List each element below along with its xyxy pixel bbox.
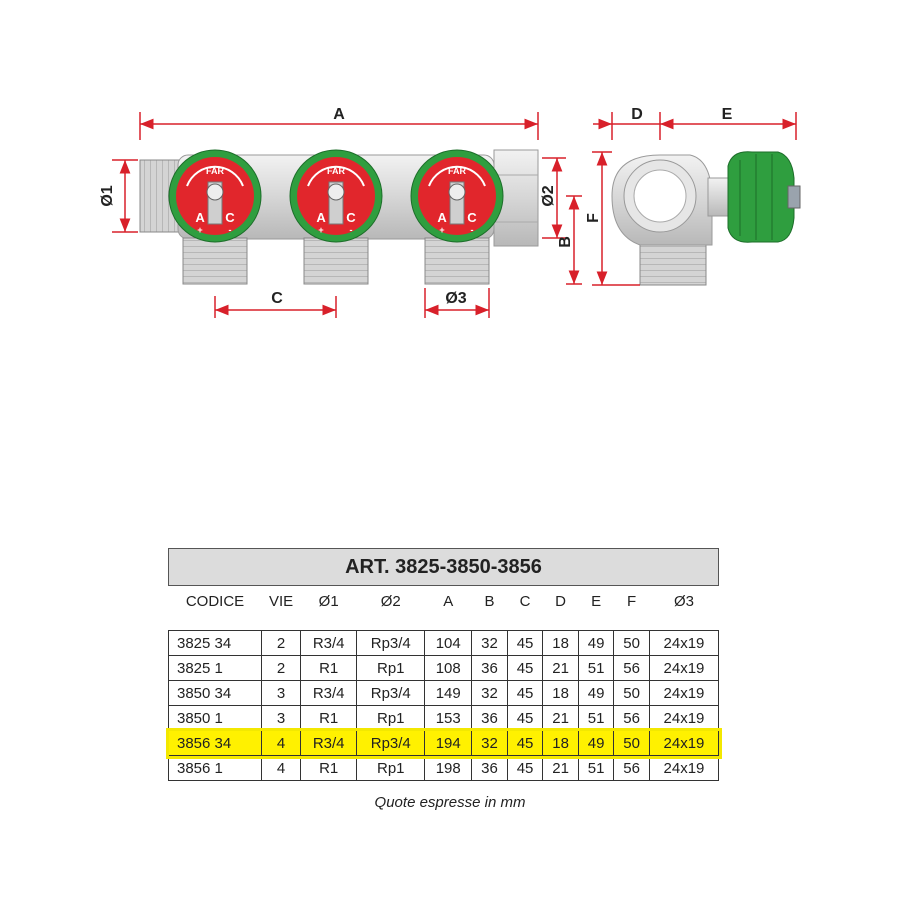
- table-row: [169, 681, 719, 706]
- knob-brand: FAR: [327, 166, 345, 176]
- table-cell: 32: [472, 731, 508, 756]
- table-cell: 45: [507, 681, 543, 706]
- knob-minus: -: [470, 225, 474, 235]
- table-cell: Rp3/4: [357, 681, 425, 706]
- table-cell: 21: [543, 756, 579, 781]
- table-cell: 24x19: [649, 656, 718, 681]
- table-cell: 50: [614, 681, 650, 706]
- table-cell: 51: [578, 656, 614, 681]
- column-header: VIE: [268, 592, 294, 610]
- table-cell: 45: [507, 656, 543, 681]
- knob-plus: +: [318, 225, 324, 235]
- column-header: E: [591, 592, 602, 610]
- table-cell: 108: [425, 656, 472, 681]
- table-cell: 49: [578, 631, 614, 656]
- knob-brand: FAR: [206, 166, 224, 176]
- table-cell: 45: [507, 731, 543, 756]
- dimension-d1: [99, 160, 138, 232]
- table-cell: 3856 34: [169, 731, 262, 756]
- table-cell: 21: [543, 706, 579, 731]
- column-header: B: [484, 592, 495, 610]
- label-a: A: [333, 106, 345, 123]
- table-cell: 24x19: [649, 681, 718, 706]
- knob-brand: FAR: [448, 166, 466, 176]
- table-cell: 3856 1: [169, 756, 262, 781]
- table-cell: Rp1: [357, 706, 425, 731]
- table-title: ART. 3825-3850-3856: [169, 549, 719, 586]
- table-cell: R1: [301, 656, 357, 681]
- dimension-b: [557, 196, 582, 284]
- table-cell: 49: [578, 731, 614, 756]
- table-row: [169, 706, 719, 731]
- table-cell: 36: [472, 706, 508, 731]
- column-header: A: [443, 592, 454, 610]
- table-cell: 45: [507, 706, 543, 731]
- table-cell: Rp3/4: [357, 731, 425, 756]
- column-header: Ø3: [673, 592, 694, 610]
- table-cell: 36: [472, 656, 508, 681]
- table-cell: 104: [425, 631, 472, 656]
- table-row: [169, 656, 719, 681]
- table-cell: 3850 34: [169, 681, 262, 706]
- table-cell: 24x19: [649, 631, 718, 656]
- table-cell: 3825 34: [169, 631, 262, 656]
- table-cell: 4: [262, 731, 301, 756]
- table-cell: 198: [425, 756, 472, 781]
- table-cell: 36: [472, 756, 508, 781]
- table-cell: 32: [472, 631, 508, 656]
- table-header-row: [169, 586, 719, 617]
- table-cell: R1: [301, 756, 357, 781]
- column-header: Ø2: [380, 592, 401, 610]
- manifold-side-view: [612, 152, 800, 285]
- table-cell: 50: [614, 731, 650, 756]
- table-cell: 18: [543, 681, 579, 706]
- table-cell: R3/4: [301, 731, 357, 756]
- table-row: [169, 631, 719, 656]
- dimension-e: [660, 106, 796, 140]
- table-cell: 18: [543, 731, 579, 756]
- label-d2: Ø2: [540, 185, 557, 207]
- dimension-d2: [540, 158, 566, 238]
- dimension-c: [215, 290, 336, 318]
- label-b: B: [557, 236, 574, 248]
- knob-letter-a: A: [316, 210, 326, 225]
- knob-minus: -: [228, 225, 232, 235]
- table-cell: 32: [472, 681, 508, 706]
- valve-knob: [411, 150, 503, 242]
- dimension-a: [140, 106, 538, 140]
- label-f: F: [585, 213, 602, 223]
- table-cell: 3: [262, 681, 301, 706]
- table-cell: 2: [262, 631, 301, 656]
- knob-letter-a: A: [437, 210, 447, 225]
- table-cell: Rp1: [357, 756, 425, 781]
- table-cell: R1: [301, 706, 357, 731]
- table-row: [169, 756, 719, 781]
- table-cell: R3/4: [301, 681, 357, 706]
- table-cell: 49: [578, 681, 614, 706]
- table-cell: 24x19: [649, 731, 718, 756]
- table-cell: 18: [543, 631, 579, 656]
- table-row: [169, 731, 719, 756]
- table-cell: R3/4: [301, 631, 357, 656]
- table-cell: 45: [507, 631, 543, 656]
- label-d: D: [631, 106, 643, 123]
- knob-plus: +: [197, 225, 203, 235]
- table-cell: 2: [262, 656, 301, 681]
- knob-plus: +: [439, 225, 445, 235]
- column-header: F: [627, 592, 637, 610]
- table-cell: 4: [262, 756, 301, 781]
- table-cell: 51: [578, 756, 614, 781]
- label-d3: Ø3: [445, 290, 467, 307]
- table-cell: Rp1: [357, 656, 425, 681]
- table-cell: 21: [543, 656, 579, 681]
- label-e: E: [721, 106, 733, 123]
- knob-letter-c: C: [225, 210, 235, 225]
- column-header: CODICE: [185, 592, 245, 610]
- table-cell: Rp3/4: [357, 631, 425, 656]
- label-d1: Ø1: [99, 185, 116, 207]
- dimension-d: [593, 106, 660, 140]
- table-cell: 153: [425, 706, 472, 731]
- column-header: Ø1: [318, 592, 339, 610]
- knob-minus: -: [349, 225, 353, 235]
- table-cell: 3: [262, 706, 301, 731]
- table-cell: 45: [507, 756, 543, 781]
- technical-drawing: [0, 0, 900, 340]
- spec-table: [168, 548, 719, 781]
- table-cell: 24x19: [649, 706, 718, 731]
- valve-knob: [290, 150, 382, 242]
- valve-knob: [169, 150, 261, 242]
- table-cell: 56: [614, 656, 650, 681]
- knob-letter-c: C: [467, 210, 477, 225]
- table-cell: 56: [614, 756, 650, 781]
- label-c: C: [271, 290, 283, 307]
- dimension-d3: [425, 288, 489, 318]
- units-note: Quote espresse in mm: [374, 794, 526, 811]
- table-cell: 56: [614, 706, 650, 731]
- knob-letter-c: C: [346, 210, 356, 225]
- column-header: D: [555, 592, 566, 610]
- table-cell: 24x19: [649, 756, 718, 781]
- table-body: [169, 631, 719, 781]
- column-header: C: [519, 592, 531, 610]
- table-cell: 149: [425, 681, 472, 706]
- table-cell: 50: [614, 631, 650, 656]
- knob-letter-a: A: [195, 210, 205, 225]
- table-cell: 3850 1: [169, 706, 262, 731]
- table-cell: 3825 1: [169, 656, 262, 681]
- table-cell: 51: [578, 706, 614, 731]
- table-cell: 194: [425, 731, 472, 756]
